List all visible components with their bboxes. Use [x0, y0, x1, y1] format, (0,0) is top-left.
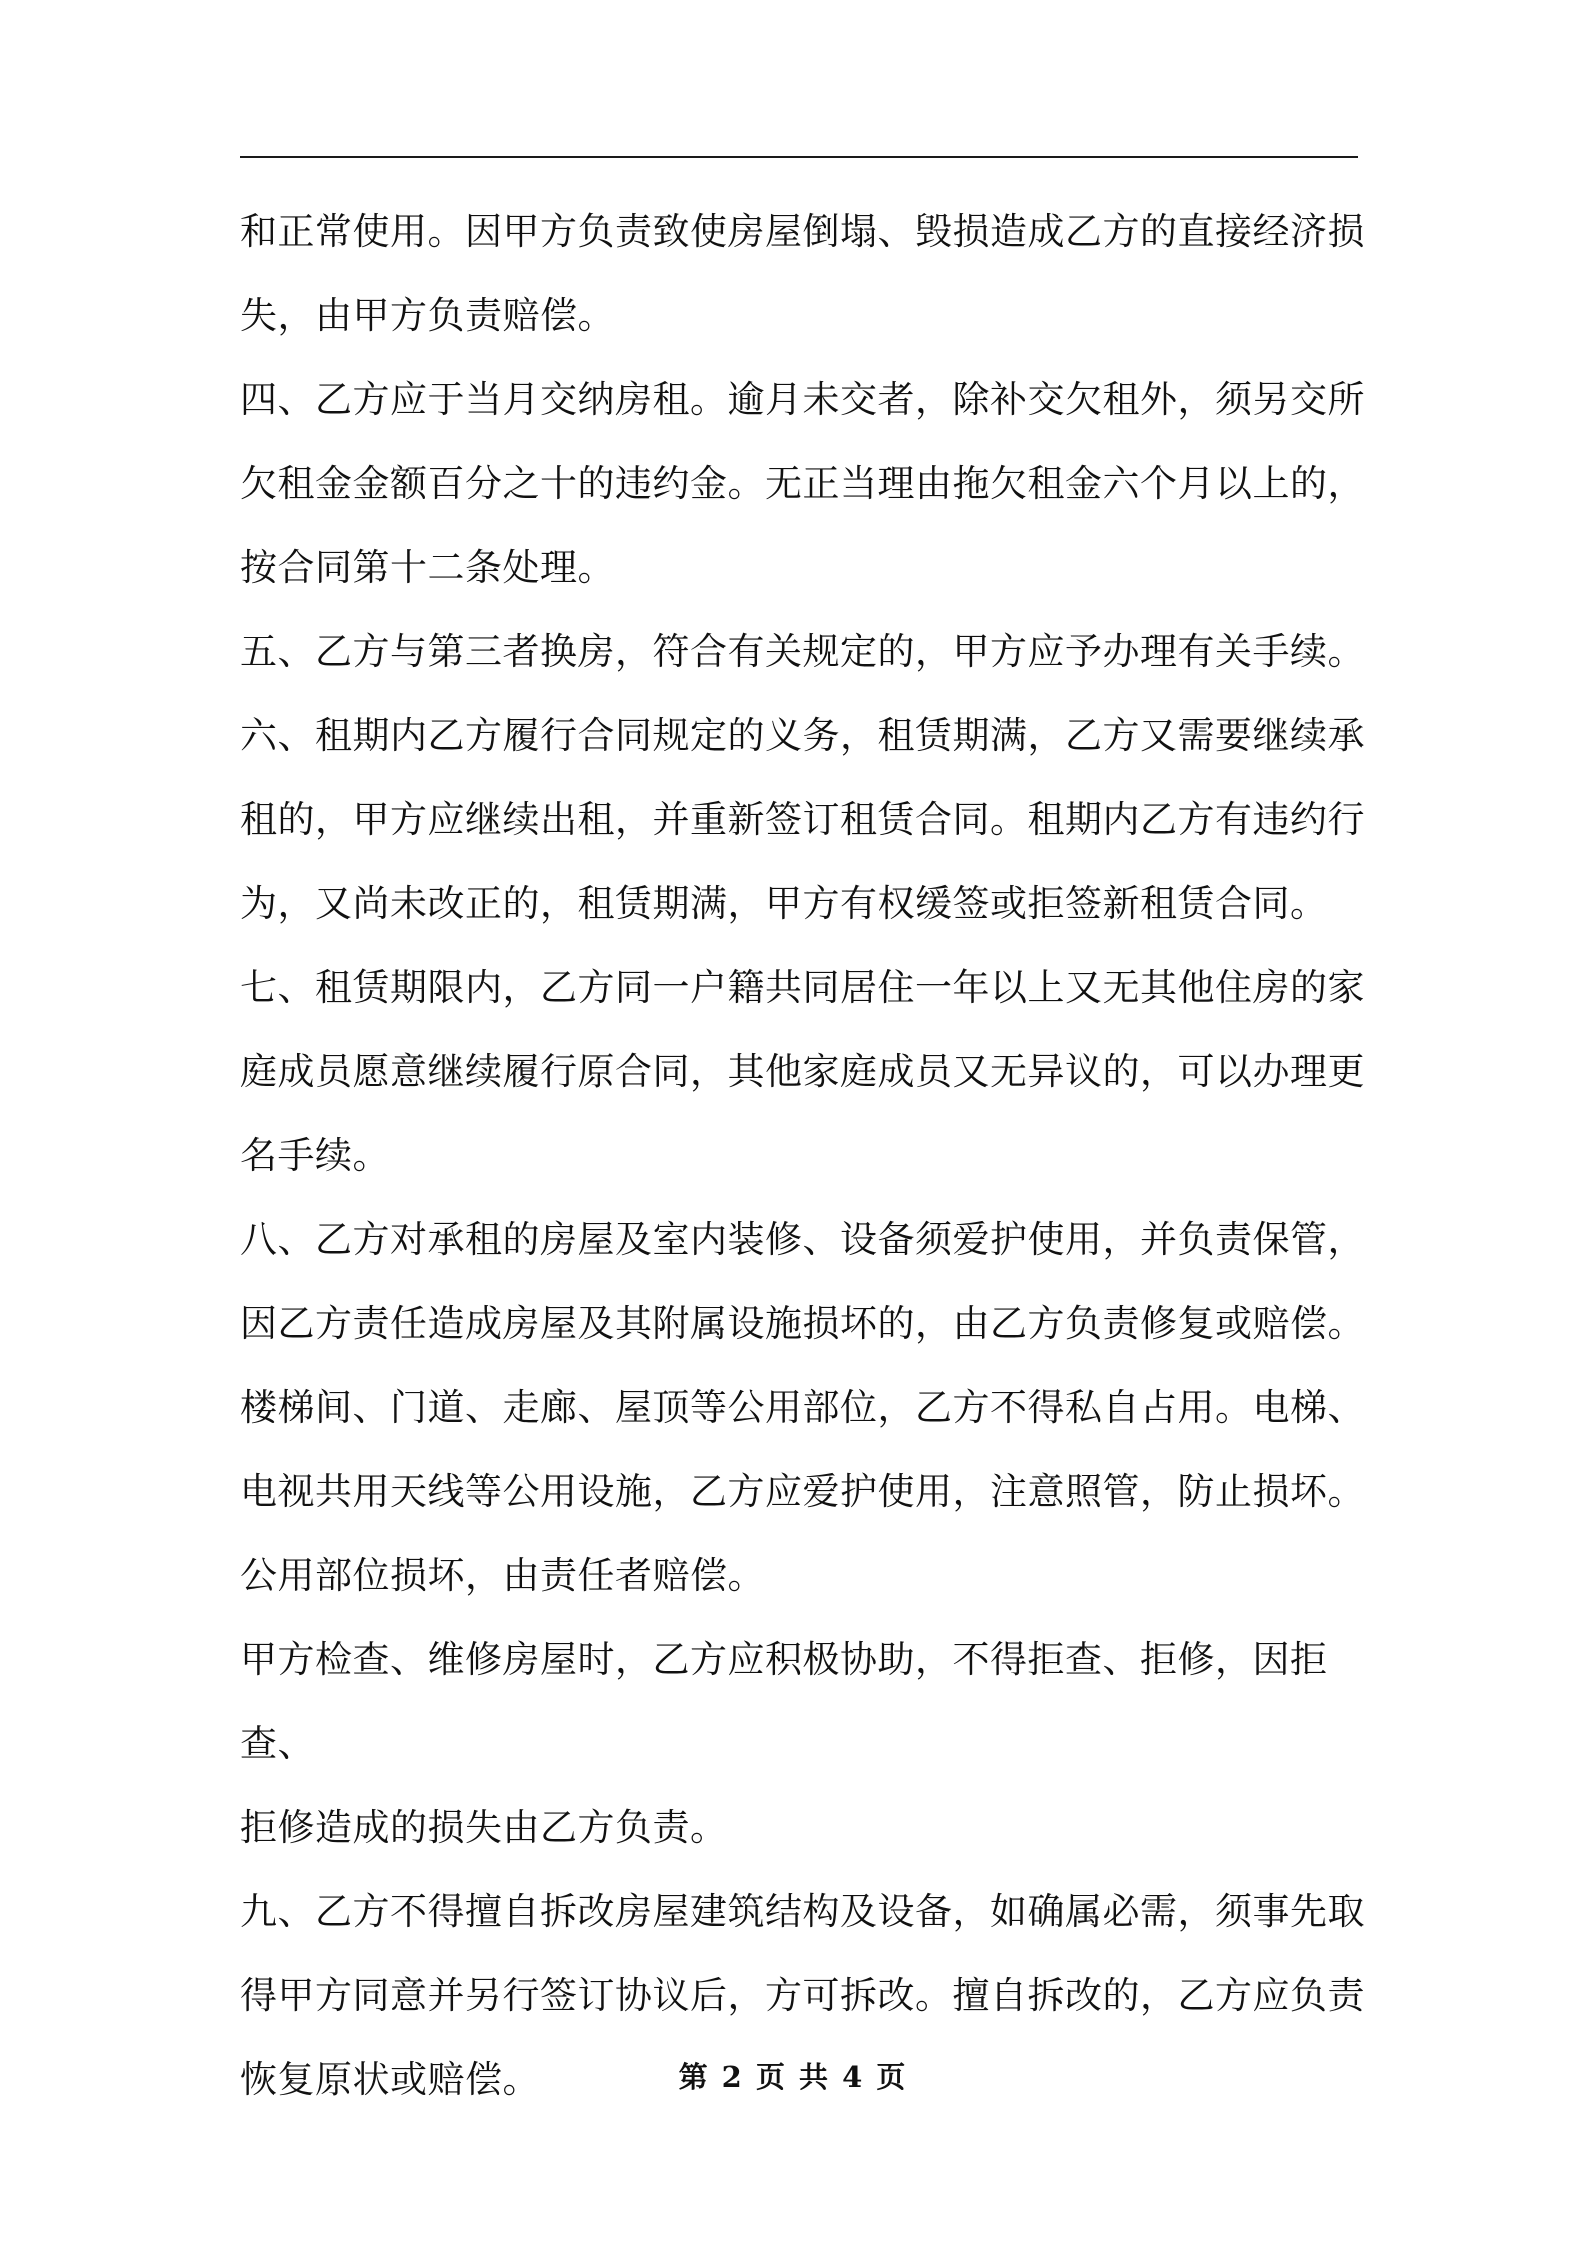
- text-line: 八、乙方对承租的房屋及室内装修、设备须爱护使用，并负责保管，: [240, 1218, 1365, 1261]
- text-line: 六、租期内乙方履行合同规定的义务，租赁期满，乙方又需要继续承: [240, 714, 1365, 757]
- text-line: 拒修造成的损失由乙方负责。: [240, 1806, 728, 1849]
- text-line: 七、租赁期限内，乙方同一户籍共同居住一年以上又无其他住房的家: [240, 966, 1365, 1009]
- text-line: 名手续。: [240, 1134, 390, 1177]
- text-line: 按合同第十二条处理。: [240, 546, 615, 589]
- text-line: 甲方检查、维修房屋时，乙方应积极协助，不得拒查、拒修，因拒查、: [240, 1638, 1328, 1765]
- text-line: 庭成员愿意继续履行原合同，其他家庭成员又无异议的，可以办理更: [240, 1050, 1365, 1093]
- text-line: 公用部位损坏，由责任者赔偿。: [240, 1554, 765, 1597]
- header-rule: [240, 156, 1358, 158]
- text-line: 失，由甲方负责赔偿。: [240, 294, 615, 337]
- text-line: 电视共用天线等公用设施，乙方应爱护使用，注意照管，防止损坏。: [240, 1470, 1365, 1513]
- text-line: 和正常使用。因甲方负责致使房屋倒塌、毁损造成乙方的直接经济损: [240, 210, 1365, 253]
- text-line: 楼梯间、门道、走廊、屋顶等公用部位，乙方不得私自占用。电梯、: [240, 1386, 1365, 1429]
- text-line: 五、乙方与第三者换房，符合有关规定的，甲方应予办理有关手续。: [240, 630, 1365, 673]
- text-line: 四、乙方应于当月交纳房租。逾月未交者，除补交欠租外，须另交所: [240, 378, 1365, 421]
- text-line: 租的，甲方应继续出租，并重新签订租赁合同。租期内乙方有违约行: [240, 798, 1365, 841]
- text-line: 九、乙方不得擅自拆改房屋建筑结构及设备，如确属必需，须事先取: [240, 1890, 1365, 1933]
- document-body: [240, 190, 1380, 2122]
- page-number: 第 2 页 共 4 页: [678, 2060, 908, 2094]
- text-line: 恢复原状或赔偿。: [240, 2058, 540, 2101]
- text-line: 欠租金金额百分之十的违约金。无正当理由拖欠租金六个月以上的，: [240, 462, 1365, 505]
- text-line: 得甲方同意并另行签订协议后，方可拆改。擅自拆改的，乙方应负责: [240, 1974, 1365, 2017]
- text-line: 为，又尚未改正的，租赁期满，甲方有权缓签或拒签新租赁合同。: [240, 882, 1328, 925]
- text-line: 因乙方责任造成房屋及其附属设施损坏的，由乙方负责修复或赔偿。: [240, 1302, 1365, 1345]
